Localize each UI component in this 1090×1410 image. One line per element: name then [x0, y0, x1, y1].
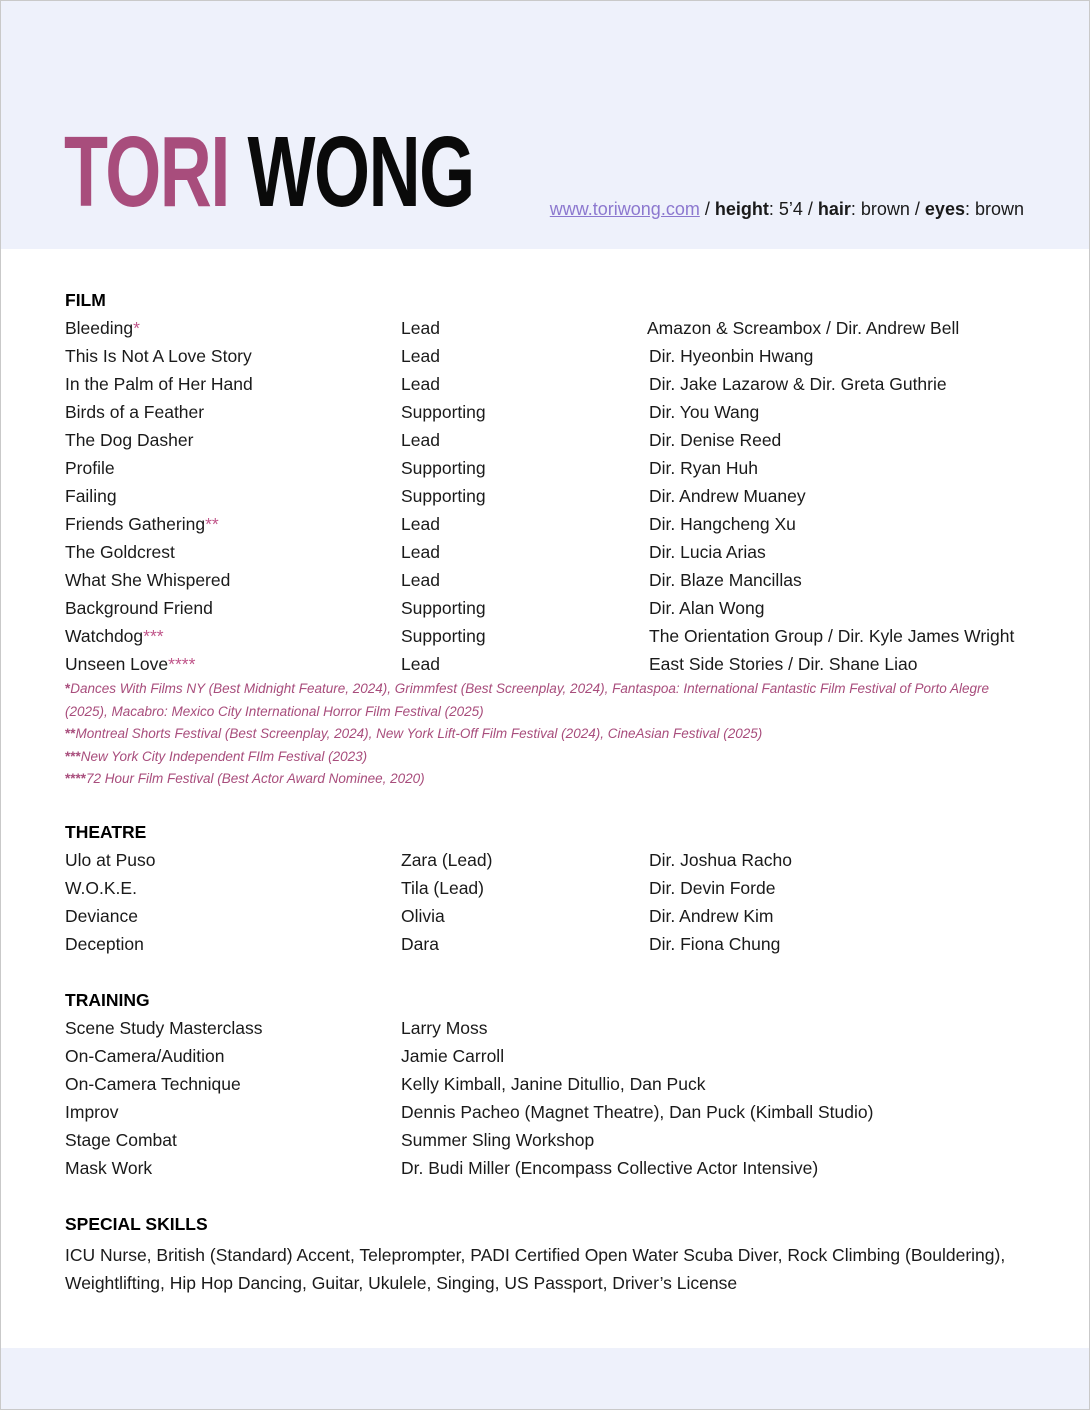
film-role: Lead — [401, 542, 440, 562]
film-row — [0, 317, 1090, 345]
training-row — [0, 1101, 1090, 1129]
film-role: Supporting — [401, 458, 486, 478]
film-row — [0, 597, 1090, 625]
note-text: New York City Independent FIlm Festival (2023) — [80, 748, 368, 764]
note-marker: **** — [65, 771, 87, 786]
film-title-text: Watchdog — [65, 626, 144, 646]
theatre-title: W.O.K.E. — [65, 878, 137, 898]
film-title — [65, 373, 253, 395]
theatre-credit: Dir. Devin Forde — [649, 878, 776, 898]
website-link[interactable]: www.toriwong.com — [549, 199, 700, 219]
theatre-row — [0, 905, 1090, 933]
theatre-row — [0, 877, 1090, 905]
theatre-title: Ulo at Puso — [65, 850, 156, 870]
training-teacher: Larry Moss — [401, 1018, 488, 1038]
film-section-title: FILM — [65, 290, 106, 310]
film-credit: Dir. Jake Lazarow & Dir. Greta Guthrie — [649, 374, 947, 394]
theatre-row — [0, 849, 1090, 877]
film-row — [0, 373, 1090, 401]
theatre-credit: Dir. Joshua Racho — [649, 850, 792, 870]
film-credit: Dir. Alan Wong — [649, 598, 765, 618]
skills-text: ICU Nurse, British (Standard) Accent, Teleprompter, PADI Certified Open Water Scuba Diver, Rock Climbing (Bouldering), Weightlifting, Hip Hop Dancing, Guitar, Ukulele, Singing, US Passport, Driver’s License — [65, 1245, 1006, 1293]
film-title — [65, 429, 193, 451]
note-marker: * — [65, 681, 71, 696]
film-role: Supporting — [401, 626, 486, 646]
award-marker: *** — [143, 626, 164, 646]
training-course: Scene Study Masterclass — [65, 1018, 263, 1038]
eyes-label: eyes — [924, 199, 965, 219]
film-title-text: The Dog Dasher — [65, 430, 194, 450]
note-text: 72 Hour Film Festival (Best Actor Award Nominee, 2020) — [86, 771, 425, 786]
film-role: Lead — [401, 374, 440, 394]
training-section-title: TRAINING — [65, 990, 150, 1010]
last-name: WONG — [247, 116, 474, 228]
festival-note — [65, 723, 1025, 746]
training-course: Mask Work — [65, 1158, 153, 1178]
film-row — [0, 401, 1090, 429]
film-row — [0, 457, 1090, 485]
film-role: Supporting — [401, 402, 486, 422]
film-title-text: Profile — [65, 458, 115, 478]
festival-note — [65, 678, 1025, 723]
film-title — [65, 541, 175, 563]
film-role: Lead — [401, 346, 440, 366]
height-label: height — [714, 199, 769, 219]
film-row — [0, 653, 1090, 681]
theatre-role: Zara (Lead) — [401, 850, 493, 870]
film-title — [65, 457, 115, 479]
stats-separator: / — [699, 199, 715, 219]
film-title — [65, 345, 252, 367]
hair-label: hair — [817, 199, 851, 219]
festival-note — [65, 746, 1025, 769]
theatre-role: Tila (Lead) — [401, 878, 484, 898]
training-teacher: Summer Sling Workshop — [401, 1130, 595, 1150]
actor-name — [64, 112, 474, 232]
training-row — [0, 1017, 1090, 1045]
film-row — [0, 541, 1090, 569]
theatre-title: Deviance — [65, 906, 138, 926]
film-role: Lead — [401, 514, 440, 534]
film-title — [65, 317, 140, 339]
film-title — [65, 625, 164, 647]
film-credit: Dir. Blaze Mancillas — [649, 570, 802, 590]
film-title-text: Failing — [65, 486, 117, 506]
note-marker: ** — [65, 726, 76, 741]
film-title-text: What She Whispered — [65, 570, 231, 590]
note-marker: *** — [65, 748, 81, 764]
film-credit: Dir. You Wang — [649, 402, 760, 422]
film-title — [65, 485, 117, 507]
award-marker: ** — [205, 514, 219, 534]
film-role: Lead — [401, 318, 440, 338]
film-role: Supporting — [401, 598, 486, 618]
training-row — [0, 1045, 1090, 1073]
film-title — [65, 513, 219, 535]
film-credit: Dir. Hangcheng Xu — [649, 514, 796, 534]
theatre-credit: Dir. Fiona Chung — [649, 934, 781, 954]
film-row — [0, 345, 1090, 373]
eyes-value: : brown — [964, 199, 1024, 219]
training-row — [0, 1157, 1090, 1185]
training-teacher: Dr. Budi Miller (Encompass Collective Actor Intensive) — [401, 1158, 819, 1178]
award-marker: * — [133, 318, 140, 338]
festival-note — [65, 768, 1025, 791]
training-course: On-Camera Technique — [65, 1074, 241, 1094]
film-title-text: Bleeding — [65, 318, 134, 338]
film-role: Lead — [401, 430, 440, 450]
training-course: Improv — [65, 1102, 119, 1122]
film-role: Lead — [401, 570, 440, 590]
film-title-text: In the Palm of Her Hand — [65, 374, 253, 394]
film-credit: Dir. Denise Reed — [649, 430, 782, 450]
hair-value: : brown / — [850, 199, 925, 219]
film-title-text: This Is Not A Love Story — [65, 346, 252, 366]
film-row — [0, 513, 1090, 541]
film-credit: Amazon & Screambox / Dir. Andrew Bell — [647, 318, 960, 338]
training-course: Stage Combat — [65, 1130, 177, 1150]
film-role: Lead — [401, 654, 440, 674]
skills-section-title: SPECIAL SKILLS — [65, 1214, 208, 1234]
film-row — [0, 569, 1090, 597]
film-credit: Dir. Andrew Muaney — [649, 486, 806, 506]
theatre-role: Olivia — [401, 906, 445, 926]
theatre-role: Dara — [401, 934, 439, 954]
theatre-title: Deception — [65, 934, 144, 954]
theatre-row — [0, 933, 1090, 961]
first-name: TORI — [64, 116, 229, 228]
footer-band — [1, 1348, 1089, 1409]
training-teacher: Dennis Pacheo (Magnet Theatre), Dan Puck (Kimball Studio) — [401, 1102, 874, 1122]
theatre-section-title: THEATRE — [65, 822, 147, 842]
film-row — [0, 429, 1090, 457]
note-text: Montreal Shorts Festival (Best Screenplay, 2024), New York Lift-Off Film Festival (2024), CineAsian Festival (2025) — [75, 726, 763, 741]
film-credit: Dir. Ryan Huh — [649, 458, 758, 478]
note-text: Dances With Films NY (Best Midnight Feature, 2024), Grimmfest (Best Screenplay, 2024), Fantaspoa: International Fantastic Film Festival of Porto Alegre (2025), Macabro: Mexico City International Horror Film Festival (2025) — [65, 681, 990, 719]
film-title-text: Birds of a Feather — [65, 402, 205, 422]
award-marker: **** — [168, 654, 196, 674]
film-title-text: The Goldcrest — [65, 542, 175, 562]
film-credit: The Orientation Group / Dir. Kyle James Wright — [649, 626, 1015, 646]
theatre-credit: Dir. Andrew Kim — [649, 906, 774, 926]
actor-stats — [550, 198, 1024, 220]
film-title — [65, 569, 230, 591]
film-title — [65, 653, 195, 675]
film-credit: Dir. Lucia Arias — [649, 542, 766, 562]
film-title-text: Friends Gathering — [65, 514, 206, 534]
film-credit: East Side Stories / Dir. Shane Liao — [649, 654, 918, 674]
training-row — [0, 1073, 1090, 1101]
film-title — [65, 401, 204, 423]
training-course: On-Camera/Audition — [65, 1046, 225, 1066]
film-row — [0, 485, 1090, 513]
training-teacher: Jamie Carroll — [401, 1046, 505, 1066]
film-title-text: Unseen Love — [65, 654, 169, 674]
film-row — [0, 625, 1090, 653]
film-title-text: Background Friend — [65, 598, 213, 618]
film-title — [65, 597, 213, 619]
training-row — [0, 1129, 1090, 1157]
film-credit: Dir. Hyeonbin Hwang — [649, 346, 814, 366]
height-value: : 5’4 / — [768, 199, 818, 219]
training-teacher: Kelly Kimball, Janine Ditullio, Dan Puck — [401, 1074, 706, 1094]
film-role: Supporting — [401, 486, 486, 506]
film-festival-notes — [65, 678, 1025, 791]
